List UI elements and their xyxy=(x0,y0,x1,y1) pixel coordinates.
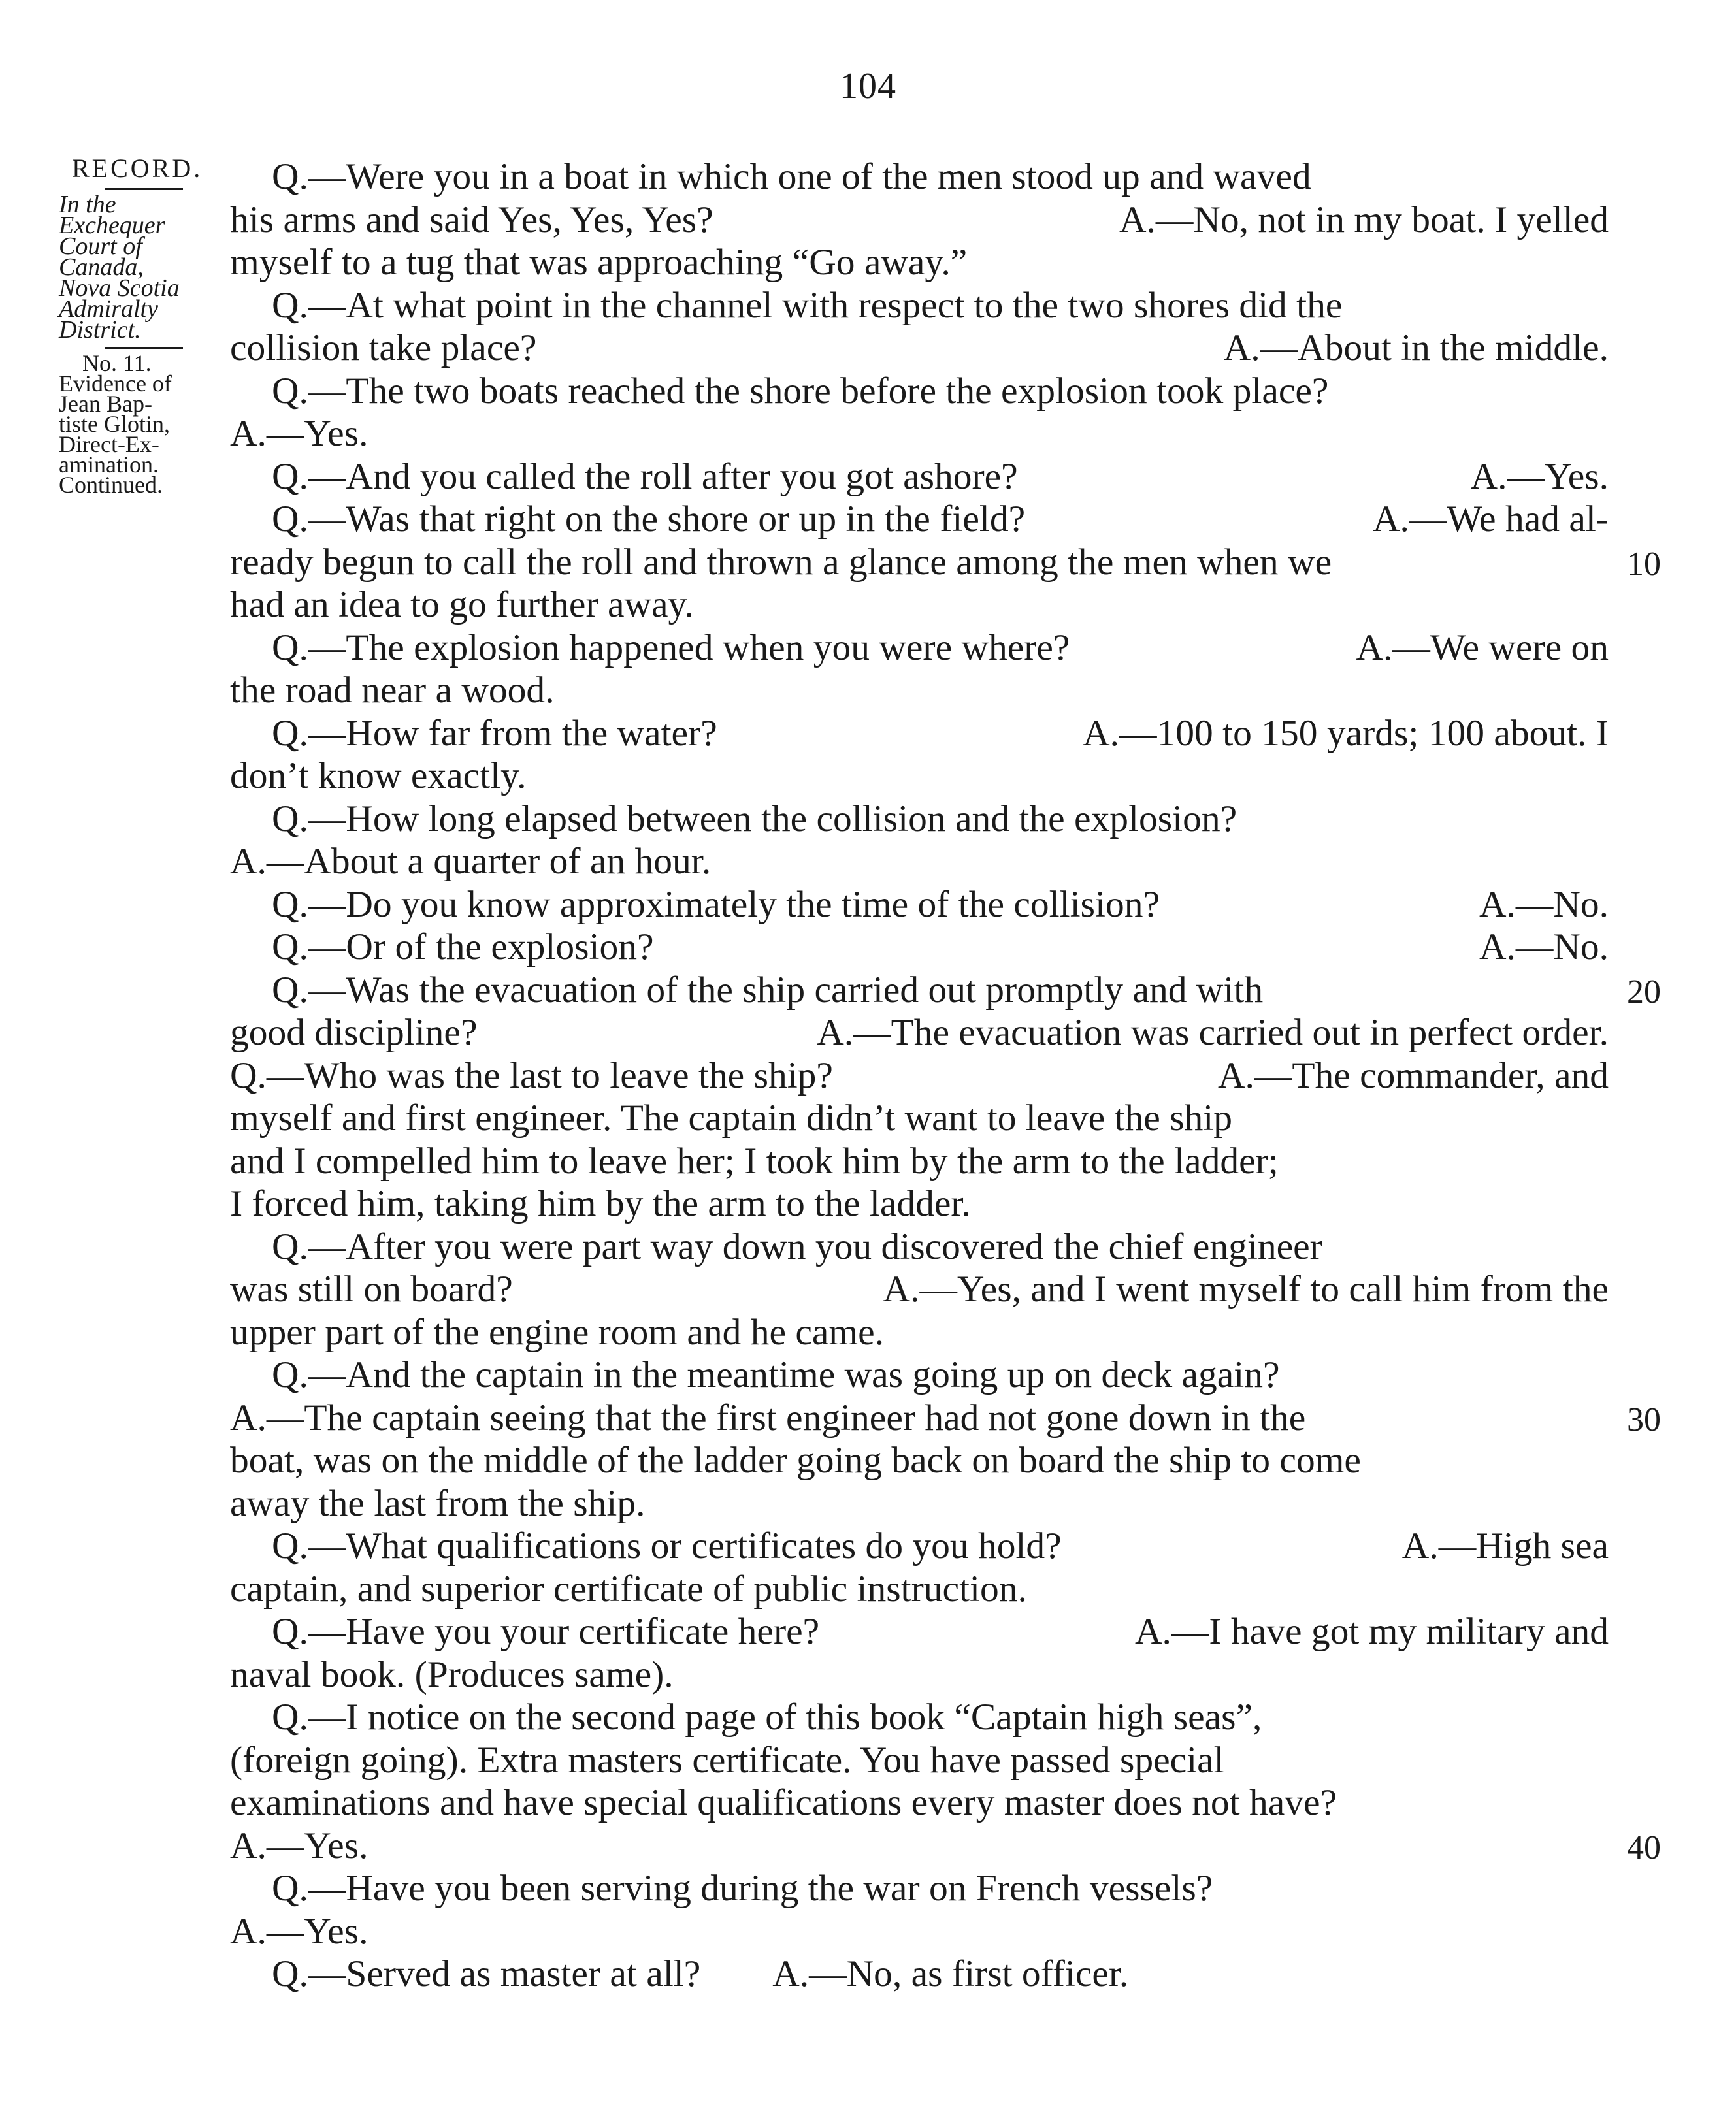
text-line xyxy=(230,498,1609,541)
answer-text: A.—No, as first officer. xyxy=(772,1953,1129,1994)
text-line xyxy=(230,327,1609,370)
answer-text: A.—No. xyxy=(1479,883,1609,925)
text-line: (foreign going). Extra masters certificate. You have passed special xyxy=(230,1739,1224,1781)
text-line: A.—Yes. xyxy=(230,1910,368,1952)
answer-text: A.—Yes, and I went myself to call him from the xyxy=(883,1269,1609,1310)
text-line: away the last from the ship. xyxy=(230,1482,646,1524)
sidenote-number: No. 11. xyxy=(82,350,152,376)
sidenote-court-line: Court of xyxy=(59,233,142,260)
sidenote-court-line: Admiralty xyxy=(59,295,158,323)
question-text: Q.—How far from the water? xyxy=(272,712,717,754)
text-line xyxy=(230,1610,1609,1653)
question-text: Q.—Do you know approximately the time of the collision? xyxy=(272,883,1160,925)
text-line: Q.—At what point in the channel with respect to the two shores did the xyxy=(272,284,1343,326)
text-line: A.—Yes. xyxy=(230,1825,368,1866)
question-text: Q.—What qualifications or certificates do you hold? xyxy=(272,1525,1062,1567)
question-text: Q.—Was that right on the shore or up in the field? xyxy=(272,498,1026,540)
text-line xyxy=(230,455,1609,498)
question-text: Q.—Have you your certificate here? xyxy=(272,1611,820,1652)
text-line: naval book. (Produces same). xyxy=(230,1653,674,1695)
text-line: ready begun to call the roll and thrown a glance among the men when we xyxy=(230,541,1332,583)
testimony-text xyxy=(230,155,1609,1996)
page-number: 104 xyxy=(840,66,896,106)
text-line xyxy=(230,1268,1609,1311)
text-line: examinations and have special qualifications every master does not have? xyxy=(230,1782,1337,1823)
question-text: Q.—And you called the roll after you got ashore? xyxy=(272,455,1018,497)
answer-text: A.—We were on xyxy=(1356,626,1609,668)
sidenote-evidence-line: amination. xyxy=(59,451,159,478)
answer-text: A.—No, not in my boat. I yelled xyxy=(1119,199,1609,240)
margin-line-number: 40 xyxy=(1627,1829,1661,1866)
sidenote-evidence-line: tiste Glotin, xyxy=(59,411,170,437)
sidenote-record: RECORD. xyxy=(72,154,203,183)
text-line: Q.—The two boats reached the shore before the explosion took place? xyxy=(272,370,1329,412)
text-line: A.—The captain seeing that the first engineer had not gone down in the xyxy=(230,1397,1306,1438)
answer-text: A.—We had al- xyxy=(1372,498,1609,540)
text-line xyxy=(230,199,1609,242)
answer-text: A.—The evacuation was carried out in perfect order. xyxy=(817,1012,1609,1053)
sidenote-evidence-line: Direct-Ex- xyxy=(59,431,159,457)
text-line xyxy=(230,1525,1609,1568)
text-line xyxy=(230,712,1609,755)
answer-text: A.—The commander, and xyxy=(1217,1054,1609,1096)
text-line: the road near a wood. xyxy=(230,670,555,711)
text-line xyxy=(230,883,1609,926)
sidenote-court-line: Exchequer xyxy=(59,212,165,239)
question-text: his arms and said Yes, Yes, Yes? xyxy=(230,199,713,240)
text-line xyxy=(230,1054,1609,1097)
text-line: Q.—Was the evacuation of the ship carried out promptly and with xyxy=(272,969,1264,1011)
sidenote-evidence-line: Evidence of xyxy=(59,370,172,397)
sidenote-court-line: In the xyxy=(59,191,116,218)
margin-line-number: 30 xyxy=(1627,1401,1661,1438)
answer-text: A.—High sea xyxy=(1401,1525,1609,1567)
sidenote xyxy=(59,154,223,498)
sidenote-evidence-line: Jean Bap- xyxy=(59,391,152,417)
sidenote-rule xyxy=(105,347,183,349)
question-text: Q.—Or of the explosion? xyxy=(272,926,654,967)
question-text: was still on board? xyxy=(230,1269,513,1310)
margin-line-number: 10 xyxy=(1627,545,1661,583)
question-text: Q.—Who was the last to leave the ship? xyxy=(230,1054,833,1096)
text-line: Q.—I notice on the second page of this book “Captain high seas”, xyxy=(272,1697,1262,1738)
text-line: I forced him, taking him by the arm to the ladder. xyxy=(230,1183,971,1224)
question-text: collision take place? xyxy=(230,327,537,368)
question-text: Q.—Served as master at all? xyxy=(272,1953,701,1994)
question-text: Q.—The explosion happened when you were where? xyxy=(272,626,1070,668)
question-text: good discipline? xyxy=(230,1012,478,1053)
answer-text: A.—100 to 150 yards; 100 about. I xyxy=(1083,712,1609,754)
answer-text: A.—About in the middle. xyxy=(1223,327,1609,368)
text-line xyxy=(230,1011,1609,1054)
text-line: Q.—Have you been serving during the war on French vessels? xyxy=(272,1868,1213,1909)
text-line: Q.—Were you in a boat in which one of the men stood up and waved xyxy=(272,156,1311,197)
text-line: A.—About a quarter of an hour. xyxy=(230,841,712,882)
text-line: myself to a tug that was approaching “Go away.” xyxy=(230,242,968,283)
sidenote-court-line: District. xyxy=(59,316,141,344)
text-line xyxy=(230,926,1609,969)
text-line: and I compelled him to leave her; I took him by the arm to the ladder; xyxy=(230,1140,1279,1182)
text-line: boat, was on the middle of the ladder going back on board the ship to come xyxy=(230,1440,1361,1481)
text-line: captain, and superior certificate of public instruction. xyxy=(230,1568,1027,1610)
text-line: Q.—After you were part way down you discovered the chief engineer xyxy=(272,1226,1322,1267)
text-line: Q.—How long elapsed between the collision and the explosion? xyxy=(272,798,1237,839)
text-line: upper part of the engine room and he came. xyxy=(230,1311,885,1353)
sidenote-rule xyxy=(105,188,183,190)
text-line xyxy=(230,626,1609,670)
sidenote-court-line: Nova Scotia xyxy=(59,274,180,302)
text-line: myself and first engineer. The captain didn’t want to leave the ship xyxy=(230,1097,1232,1139)
answer-text: A.—Yes. xyxy=(1470,455,1609,497)
text-line: don’t know exactly. xyxy=(230,755,527,796)
answer-text: A.—No. xyxy=(1479,926,1609,967)
text-line: Q.—And the captain in the meantime was going up on deck again? xyxy=(272,1354,1280,1395)
text-line: A.—Yes. xyxy=(230,413,368,454)
text-line xyxy=(230,1953,1609,1996)
answer-text: A.—I have got my military and xyxy=(1135,1611,1609,1652)
text-line: had an idea to go further away. xyxy=(230,584,694,625)
sidenote-evidence-line: Continued. xyxy=(59,472,163,498)
sidenote-court-line: Canada, xyxy=(59,253,144,281)
margin-line-number: 20 xyxy=(1627,973,1661,1011)
